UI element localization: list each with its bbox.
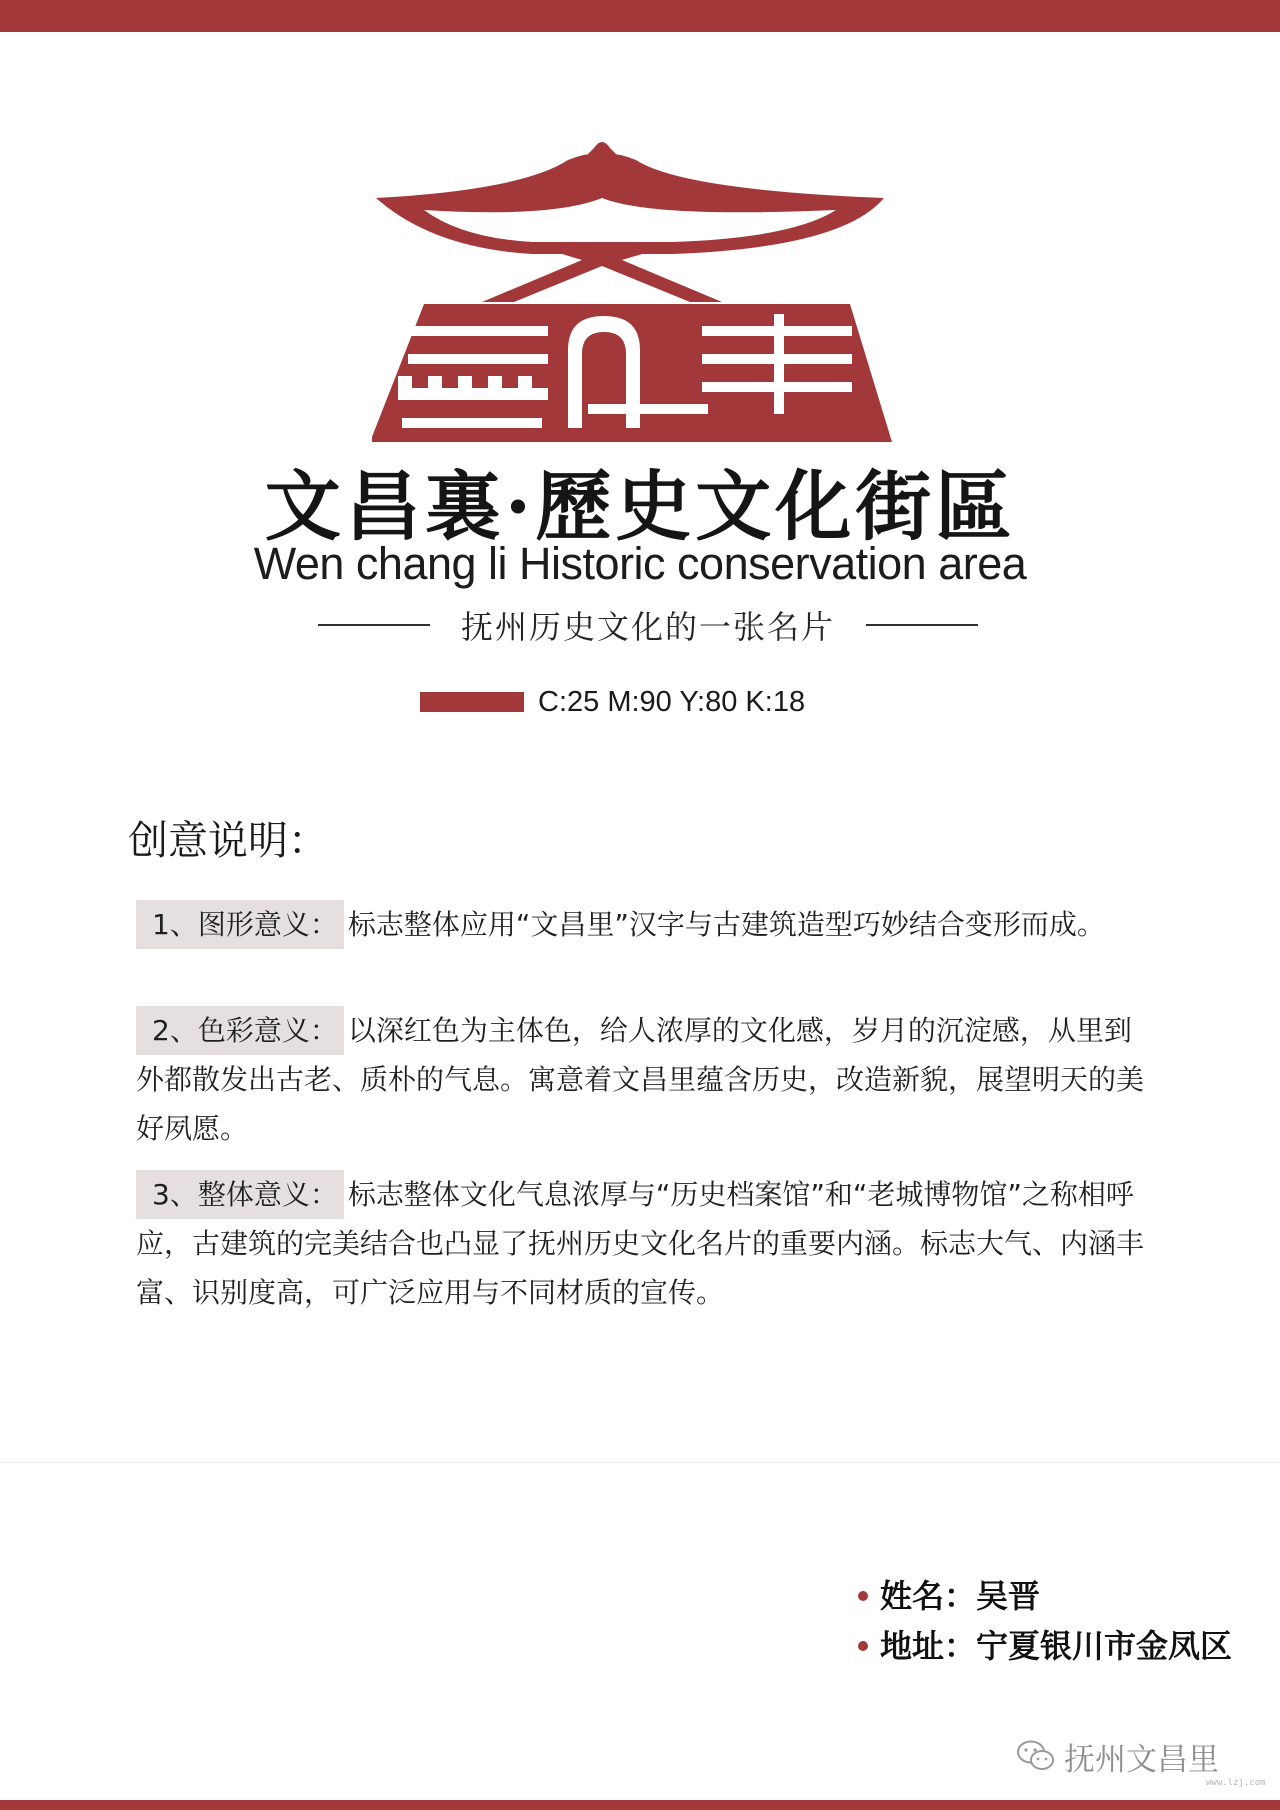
- logo-title-english: Wen chang li Historic conservation area: [253, 538, 1027, 589]
- item-label: 3、整体意义：: [136, 1170, 344, 1219]
- item-label: 1、图形意义：: [136, 900, 344, 949]
- section-heading: 创意说明：: [128, 818, 328, 864]
- wechat-account: [1016, 1734, 1219, 1778]
- color-spec: [420, 682, 805, 722]
- bottom-border: [0, 1800, 1280, 1810]
- color-code: C:25 M:90 Y:80 K:18: [538, 685, 806, 718]
- contact-name: [858, 1574, 1040, 1618]
- bullet-icon: [858, 1591, 868, 1601]
- slogan-text: 抚州历史文化的一张名片: [460, 608, 835, 646]
- contact-address-text: 地址：宁夏银川市金凤区: [880, 1627, 1233, 1665]
- slogan: [318, 603, 978, 647]
- item-text: 标志整体应用“文昌里”汉字与古建筑造型巧妙结合变形而成。: [347, 908, 1105, 941]
- color-swatch: [420, 692, 524, 712]
- site-watermark: www.lzj.com: [1206, 1778, 1266, 1788]
- slogan-right-line: [866, 624, 978, 626]
- contact-name-text: 姓名：吴晋: [880, 1577, 1041, 1615]
- divider: [0, 1462, 1280, 1463]
- contact-address: [858, 1624, 1232, 1668]
- description-item-color: [136, 1006, 1146, 1153]
- wechat-account-name: 抚州文昌里: [1064, 1741, 1219, 1778]
- bullet-icon: [858, 1641, 868, 1651]
- logo-title-chinese: 文昌裏·歷史文化街區: [264, 462, 1016, 551]
- description-item-graphic: [136, 900, 1146, 949]
- item-text: 以深红色为主体色，给人浓厚的文化感，岁月的沉淀感，从里到外都散发出古老、质朴的气息。寓意着文昌里蕴含历史，改造新貌，展望明天的美好夙愿。: [136, 1014, 1145, 1145]
- slogan-left-line: [318, 624, 430, 626]
- wenchangli-logo: [372, 138, 932, 444]
- description-item-overall: [136, 1170, 1146, 1317]
- item-label: 2、色彩意义：: [136, 1006, 344, 1055]
- wechat-icon: [1016, 1739, 1056, 1773]
- item-text: 标志整体文化气息浓厚与“历史档案馆”和“老城博物馆”之称相呼应，古建筑的完美结合也凸显了抚州历史文化名片的重要内涵。标志大气、内涵丰富、识别度高，可广泛应用与不同材质的宣传。: [136, 1178, 1145, 1309]
- top-border: [0, 0, 1280, 32]
